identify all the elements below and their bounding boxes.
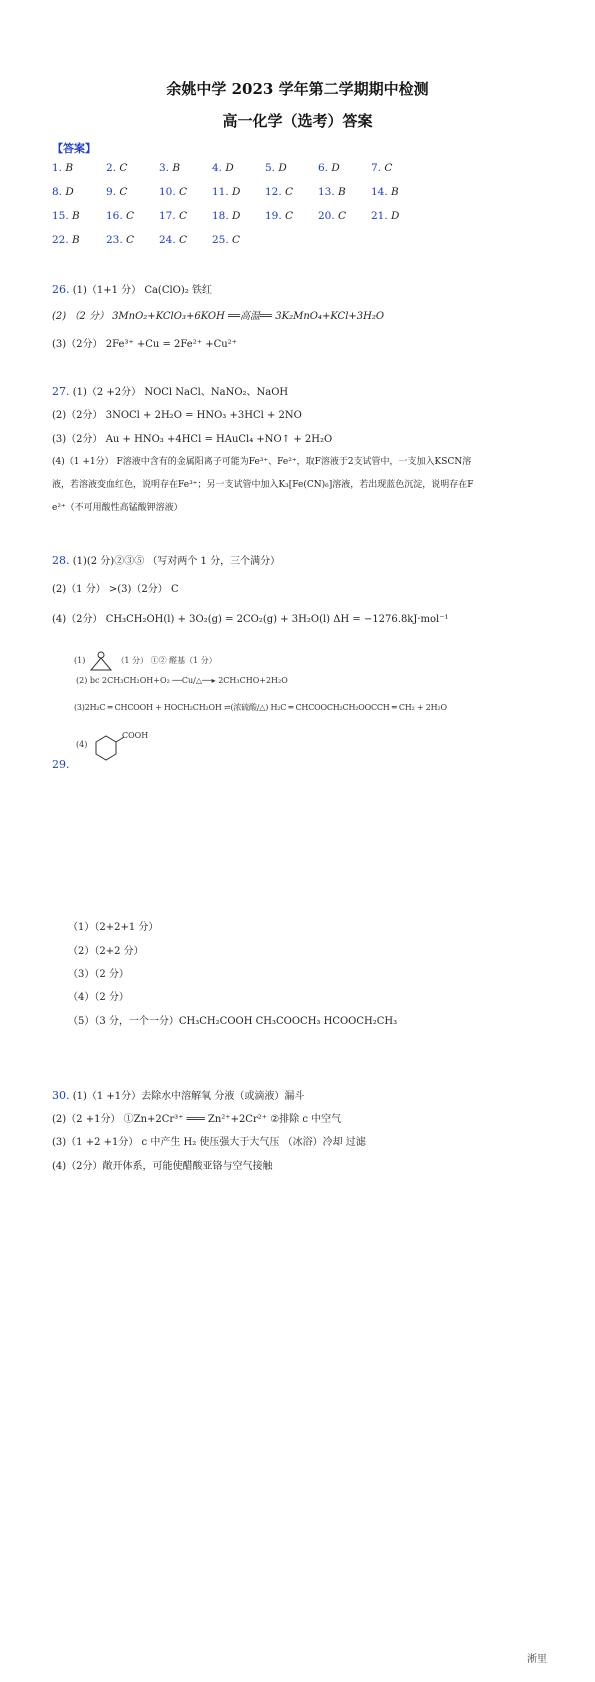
mc-question-number: 1. bbox=[52, 162, 63, 174]
mc-choice: C bbox=[179, 210, 188, 222]
q26-answer-1: (1)（1+1 分） Ca(ClO)₂ 铁红 bbox=[72, 285, 212, 296]
mc-answer bbox=[371, 210, 399, 222]
mc-choice: D bbox=[65, 186, 74, 198]
mc-answer bbox=[212, 162, 234, 174]
mc-answer bbox=[212, 234, 240, 246]
q28-answer-1: (1)(2 分)②③⑤ （写对两个 1 分，三个满分） bbox=[72, 556, 281, 567]
question-number: 30. bbox=[52, 1089, 70, 1102]
mc-answer bbox=[159, 162, 180, 174]
question-number: 27. bbox=[52, 385, 70, 398]
mc-choice: D bbox=[225, 162, 234, 174]
q28-line-1 bbox=[52, 552, 280, 567]
mc-question-number: 3. bbox=[159, 162, 170, 174]
mc-answer bbox=[159, 210, 187, 222]
mc-question-number: 2. bbox=[106, 162, 117, 174]
q26-line-2: (2) （2 分） 3MnO₂+KClO₃+6KOH ══高温══ 3K₂MnO₄+KCl+3H₂O bbox=[52, 311, 385, 322]
epoxide-ring-icon bbox=[88, 650, 114, 672]
mc-choice: B bbox=[65, 162, 74, 174]
mc-question-number: 21. bbox=[371, 210, 388, 222]
mc-answer bbox=[106, 234, 134, 246]
mc-question-number: 8. bbox=[52, 186, 63, 198]
question-number: 28. bbox=[52, 554, 70, 567]
mc-question-number: 15. bbox=[52, 210, 69, 222]
mc-question-number: 14. bbox=[371, 186, 388, 198]
q29-sub-5: （5）（3 分，一个一分）CH₃CH₂COOH CH₃COOCH₃ HCOOCH₂CH₃ bbox=[68, 1016, 398, 1027]
question-number: 29. bbox=[52, 758, 70, 771]
mc-answer bbox=[371, 186, 399, 198]
mc-question-number: 25. bbox=[212, 234, 229, 246]
mc-choice: D bbox=[331, 162, 340, 174]
q30-answer-1: (1)（1 +1分）去除水中溶解氧 分液（或滴液）漏斗 bbox=[72, 1091, 305, 1102]
mc-question-number: 5. bbox=[265, 162, 276, 174]
q27-line-2: (2)（2分） 3NOCl + 2H₂O = HNO₃ +3HCl + 2NO bbox=[52, 410, 302, 421]
mc-choice: C bbox=[179, 234, 188, 246]
footer-watermark: 淅里 bbox=[527, 1654, 547, 1665]
mc-choice: C bbox=[119, 162, 128, 174]
q29-answer-image-line-3: (3)2H₂C ═ CHCOOH + HOCH₂CH₂OH ⇌(浓硫酸/△) H₂C ═ CHCOOCH₂CH₂OOCCH ═ CH₂ + 2H₂O bbox=[74, 703, 447, 712]
mc-answer bbox=[318, 210, 346, 222]
mc-choice: D bbox=[232, 210, 241, 222]
mc-choice: C bbox=[179, 186, 188, 198]
mc-choice: D bbox=[278, 162, 287, 174]
mc-choice: B bbox=[172, 162, 181, 174]
q27-line-3: (3)（2分） Au + HNO₃ +4HCl = HAuCl₄ +NO↑ + 2H₂O bbox=[52, 434, 333, 445]
q28-line-2: (2)（1 分） >(3)（2分） C bbox=[52, 584, 179, 595]
mc-answer bbox=[265, 210, 293, 222]
answer-tag: 【答案】 bbox=[52, 142, 96, 155]
mc-answer bbox=[106, 210, 134, 222]
mc-answer bbox=[265, 162, 287, 174]
q27-line-1 bbox=[52, 383, 288, 398]
mc-answer bbox=[159, 186, 187, 198]
question-number: 26. bbox=[52, 283, 70, 296]
mc-question-number: 10. bbox=[159, 186, 176, 198]
mc-choice: C bbox=[232, 234, 241, 246]
mc-question-number: 11. bbox=[212, 186, 229, 198]
mc-answer bbox=[318, 162, 340, 174]
mc-answer bbox=[212, 186, 240, 198]
q27-answer-1: (1)（2 +2分） NOCl NaCl、NaNO₂、NaOH bbox=[72, 387, 289, 398]
q26-line-1 bbox=[52, 281, 212, 296]
mc-choice: D bbox=[391, 210, 400, 222]
mc-answer bbox=[265, 186, 293, 198]
mc-choice: B bbox=[72, 210, 80, 222]
mc-choice: C bbox=[338, 210, 347, 222]
mc-question-number: 23. bbox=[106, 234, 123, 246]
mc-answer bbox=[52, 162, 73, 174]
q29-answer-image-line-1: (1) （1 分） ①② 醛基（1 分） bbox=[74, 650, 217, 672]
mc-question-number: 19. bbox=[265, 210, 282, 222]
q30-line-2: (2)（2 +1分） ①Zn+2Cr³⁺ ═══ Zn²⁺+2Cr²⁺ ②排除 c 中空气 bbox=[52, 1114, 342, 1125]
mc-question-number: 6. bbox=[318, 162, 329, 174]
q27-line-4b: 液，若溶液变血红色，说明存在Fe³⁺；另一支试管中加入K₃[Fe(CN)₆]溶液，若出现蓝色沉淀，说明存在F bbox=[52, 480, 474, 490]
q30-line-1 bbox=[52, 1087, 304, 1102]
mc-choice: C bbox=[285, 210, 294, 222]
q26-line-3: (3)（2分） 2Fe³⁺ +Cu = 2Fe²⁺ +Cu²⁺ bbox=[52, 339, 237, 350]
mc-choice: B bbox=[72, 234, 80, 246]
q29-sub-3: （3）（2 分） bbox=[68, 969, 129, 980]
mc-question-number: 13. bbox=[318, 186, 335, 198]
mc-answer bbox=[106, 186, 127, 198]
q30-line-4: (4)（2分）敞开体系，可能使醋酸亚铬与空气接触 bbox=[52, 1161, 273, 1172]
mc-question-number: 9. bbox=[106, 186, 117, 198]
q28-line-4: (4)（2分） CH₃CH₂OH(l) + 3O₂(g) = 2CO₂(g) + 3H₂O(l) ΔH = −1276.8kJ·mol⁻¹ bbox=[52, 614, 449, 625]
q29-sub-2: （2）（2+2 分） bbox=[68, 946, 144, 957]
mc-question-number: 7. bbox=[371, 162, 382, 174]
mc-answer bbox=[212, 210, 240, 222]
mc-question-number: 22. bbox=[52, 234, 69, 246]
mc-answer bbox=[52, 234, 80, 246]
mc-question-number: 24. bbox=[159, 234, 176, 246]
q27-line-4c: e²⁺（不可用酸性高锰酸钾溶液） bbox=[52, 503, 183, 513]
mc-question-number: 4. bbox=[212, 162, 223, 174]
page-title: 余姚中学 2023 学年第二学期期中检测 bbox=[166, 80, 429, 98]
mc-choice: D bbox=[232, 186, 241, 198]
mc-answer bbox=[52, 210, 80, 222]
q29-sub-4: （4）（2 分） bbox=[68, 992, 129, 1003]
q30-line-3: (3)（1 +2 +1分） c 中产生 H₂ 使压强大于大气压 （冰浴）冷却 过滤 bbox=[52, 1137, 366, 1148]
mc-choice: C bbox=[285, 186, 294, 198]
q29-sub-1: （1）（2+2+1 分） bbox=[68, 922, 159, 933]
mc-answer bbox=[159, 234, 187, 246]
mc-question-number: 17. bbox=[159, 210, 176, 222]
mc-question-number: 18. bbox=[212, 210, 229, 222]
mc-choice: C bbox=[384, 162, 393, 174]
mc-choice: B bbox=[338, 186, 346, 198]
mc-answer bbox=[318, 186, 346, 198]
q29-number-line bbox=[52, 758, 70, 771]
mc-choice: C bbox=[126, 210, 135, 222]
mc-choice: B bbox=[391, 186, 399, 198]
q29-cooh-label: COOH bbox=[122, 731, 149, 740]
mc-choice: C bbox=[119, 186, 128, 198]
mc-question-number: 12. bbox=[265, 186, 282, 198]
mc-question-number: 16. bbox=[106, 210, 123, 222]
mc-answer bbox=[106, 162, 127, 174]
mc-question-number: 20. bbox=[318, 210, 335, 222]
page-subtitle: 高一化学（选考）答案 bbox=[222, 112, 373, 130]
q29-answer-image-line-4: (4) bbox=[76, 740, 88, 749]
mc-choice: C bbox=[126, 234, 135, 246]
q29-answer-image-line-2: (2) bc 2CH₃CH₂OH+O₂ ──Cu/△──▸ 2CH₃CHO+2H₂O bbox=[76, 676, 288, 685]
q27-line-4a: (4)（1 +1分） F溶液中含有的金属阳离子可能为Fe³⁺、Fe²⁺，取F溶液于2支试管中，一支加入KSCN溶 bbox=[52, 457, 472, 467]
mc-answer bbox=[52, 186, 74, 198]
mc-answer bbox=[371, 162, 392, 174]
